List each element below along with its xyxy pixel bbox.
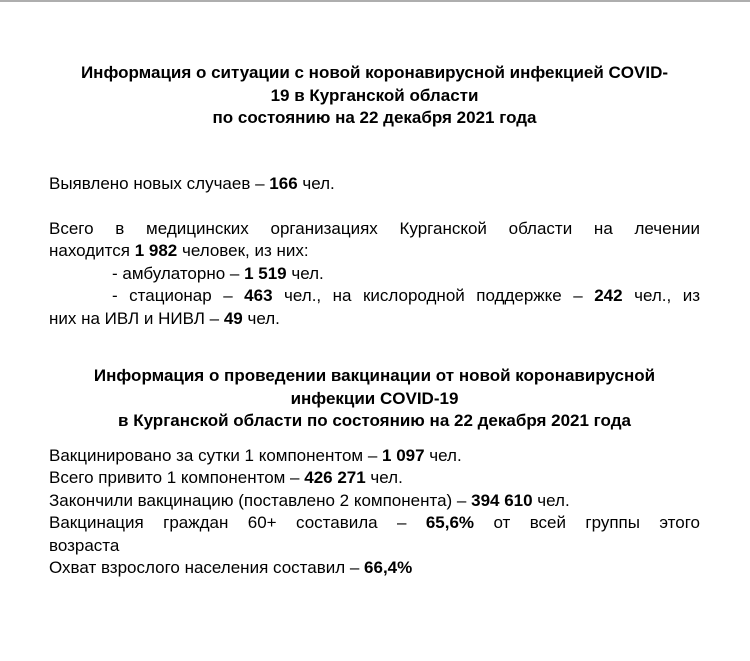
text-segment: чел. — [297, 173, 335, 193]
text-segment: чел. — [532, 490, 570, 510]
text-segment: чел., из — [622, 286, 700, 305]
stat-value: 1 097 — [382, 445, 425, 465]
vaccination-block — [49, 445, 700, 580]
section1-title — [49, 62, 700, 130]
stat-value: 426 271 — [304, 468, 366, 487]
seniors-coverage-line-2 — [49, 535, 700, 558]
text-segment: чел. — [242, 308, 280, 328]
stat-value: 1 519 — [244, 263, 287, 283]
vaccinated-total-line — [49, 467, 700, 490]
text-segment: возраста — [49, 535, 120, 555]
stat-value: 65,6% — [425, 513, 475, 532]
section2-title-line-1: Информация о проведении вакцинации от новой коронавирусной — [93, 366, 656, 385]
text-segment: Всего привито 1 компонентом – — [49, 468, 305, 487]
stat-value: 66,4% — [364, 558, 413, 577]
section2-title-line-2: инфекции COVID-19 — [290, 388, 459, 408]
outpatient-line — [49, 263, 700, 286]
stat-value: 463 — [244, 286, 273, 305]
stat-value: 242 — [594, 286, 623, 305]
stat-value: 166 — [269, 173, 298, 193]
text-segment: Выявлено новых случаев – — [49, 173, 270, 193]
section1-title-line-1: Информация о ситуации с новой коронавирусной инфекцией COVID- — [80, 63, 669, 82]
text-segment: Вакцинация граждан 60+ составила – — [49, 513, 426, 532]
vaccination-completed-line — [49, 490, 700, 513]
text-segment: Вакцинировано за сутки 1 компонентом – — [49, 445, 383, 465]
in-treatment-paragraph — [49, 218, 700, 263]
inpatient-line-2 — [49, 308, 700, 331]
text-segment: чел., на кислородной поддержке – — [272, 286, 595, 305]
text-segment: чел. — [365, 468, 403, 487]
section2-title-line-3: в Курганской области по состоянию на 22 декабря 2021 года — [118, 411, 631, 430]
inpatient-paragraph — [49, 285, 700, 330]
report-body — [0, 2, 750, 580]
seniors-coverage-line-1 — [49, 512, 700, 535]
text-segment: Закончили вакцинацию (поставлено 2 компонента) – — [49, 490, 472, 510]
inpatient-line-1 — [49, 285, 700, 308]
text-segment: находится — [49, 241, 135, 260]
vaccinated-daily-line — [49, 445, 700, 468]
section2-title — [49, 365, 700, 433]
stat-value: 49 — [223, 308, 243, 328]
in-treatment-line-2 — [49, 240, 700, 263]
section1-title-line-2: 19 в Курганской области — [270, 85, 479, 105]
text-segment: - амбулаторно – — [112, 263, 245, 283]
new-cases-line — [49, 173, 700, 196]
text-segment: чел. — [286, 263, 324, 283]
text-segment: чел. — [424, 445, 462, 465]
text-segment: них на ИВЛ и НИВЛ – — [49, 308, 224, 328]
text-segment: - стационар – — [112, 286, 245, 305]
text-segment: Всего в медицинских организациях Курганской области на лечении — [49, 218, 700, 238]
text-segment: Охват взрослого населения составил – — [49, 558, 365, 577]
stat-value: 1 982 — [134, 241, 178, 260]
stat-value: 394 610 — [471, 490, 533, 510]
in-treatment-line-1 — [49, 218, 700, 241]
section1-title-line-3: по состоянию на 22 декабря 2021 года — [212, 108, 537, 127]
text-segment: человек, из них: — [177, 241, 309, 260]
text-segment: от всей группы этого — [474, 513, 700, 532]
adult-coverage-line — [49, 557, 700, 580]
